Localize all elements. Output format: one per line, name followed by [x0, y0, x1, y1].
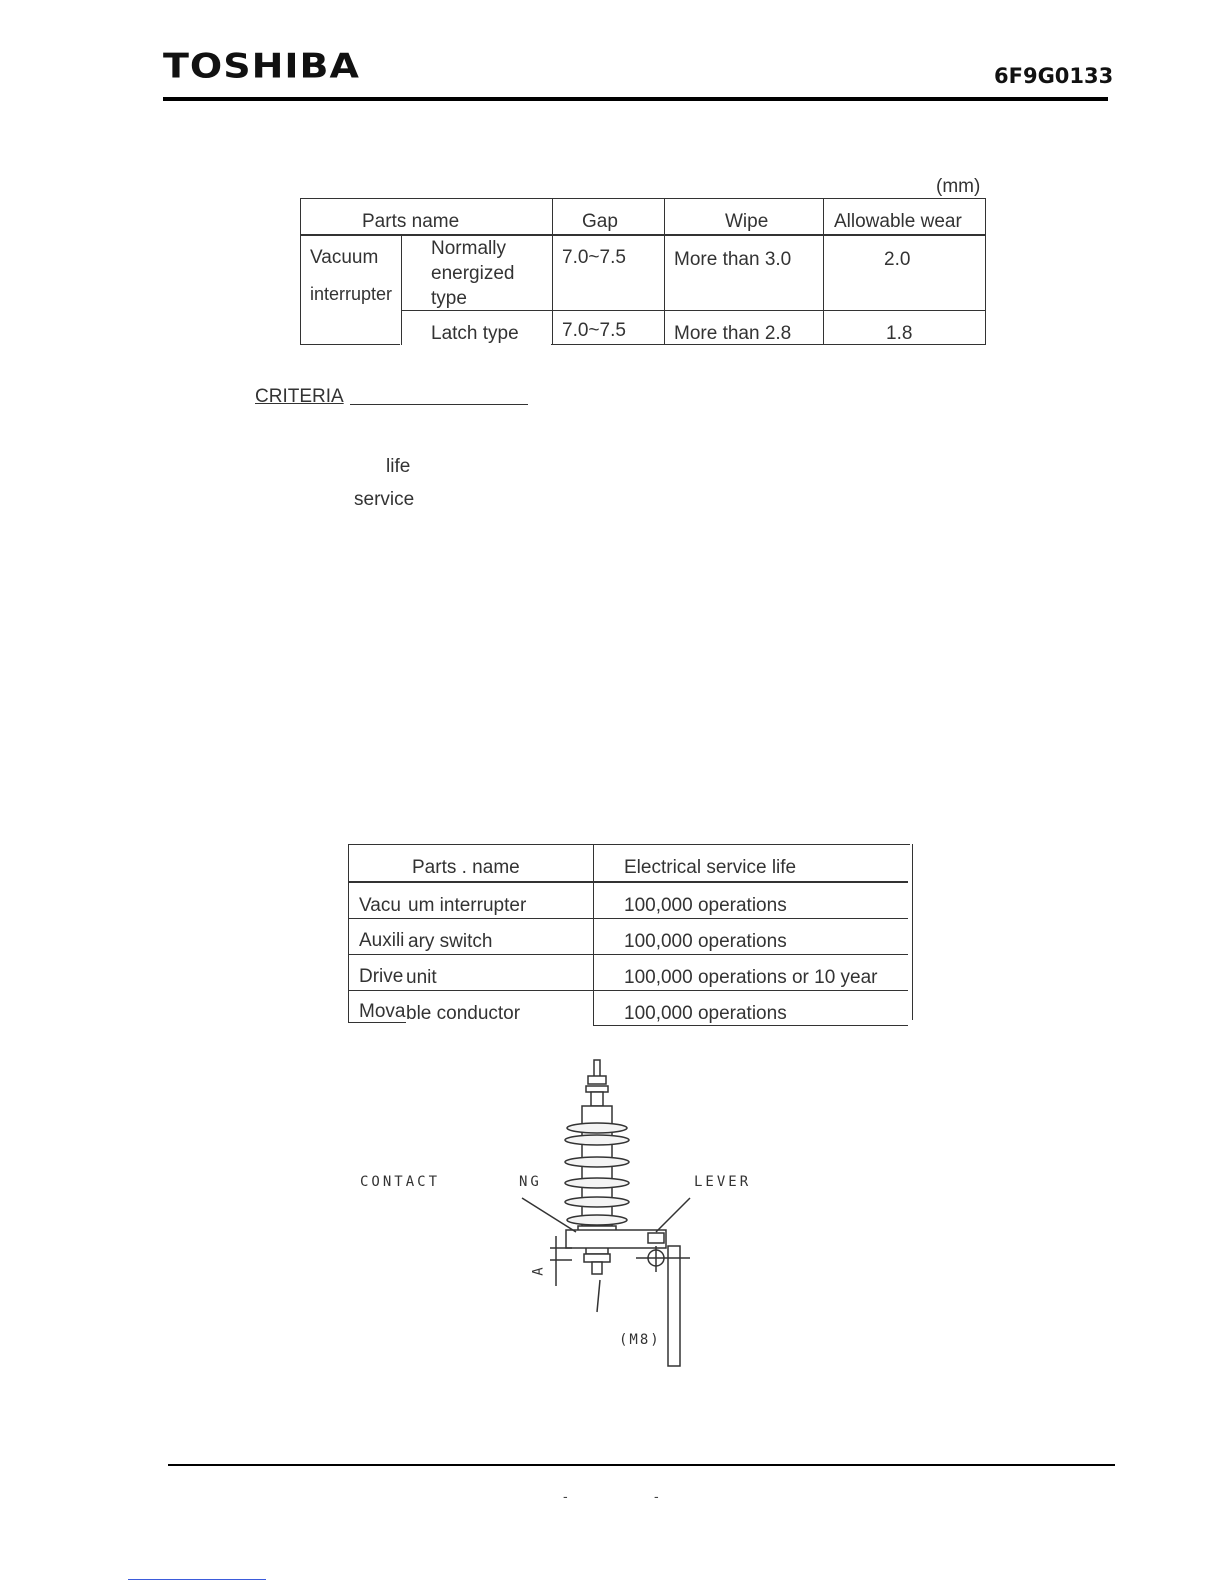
page-number-dash-left: -: [563, 1488, 568, 1504]
shed: [565, 1197, 629, 1207]
header-allowable-wear: Allowable wear: [834, 211, 962, 232]
row2-type: Latch type: [431, 323, 519, 344]
row1-part-a: Vacu: [359, 895, 401, 916]
table-border: [823, 198, 824, 345]
table-border: [300, 344, 400, 345]
header-rule: [163, 97, 1108, 101]
table1-unit: (mm): [936, 176, 981, 197]
row4-part-a: Mova: [359, 1001, 406, 1022]
shed: [567, 1215, 627, 1225]
row2-wipe: More than 2.8: [674, 323, 792, 344]
group-label-line2: interrupter: [310, 284, 393, 304]
row4-life: 100,000 operations: [624, 1003, 787, 1024]
table-border: [401, 310, 986, 311]
row2-wear: 1.8: [886, 323, 913, 344]
table-border: [348, 954, 908, 955]
toshiba-logo: TOSHIBA: [163, 46, 360, 86]
top-nut: [586, 1086, 608, 1092]
row1-wipe: More than 3.0: [674, 249, 792, 270]
gap-wipe-table: [300, 198, 986, 346]
table-border: [664, 198, 665, 345]
table-border: [300, 198, 986, 199]
table-border: [594, 1025, 908, 1026]
row1-wear: 2.0: [884, 249, 911, 270]
row2-part-a: Auxili: [359, 930, 405, 951]
lever-pin: [648, 1233, 664, 1243]
stem: [591, 1092, 603, 1106]
shed: [565, 1157, 629, 1167]
bolt-head: [592, 1262, 602, 1274]
shed: [565, 1135, 629, 1145]
spring-label: NG: [519, 1174, 542, 1190]
page-number-dash-right: -: [654, 1488, 659, 1504]
table-border: [300, 198, 301, 345]
document-number: 6F9G0133: [994, 64, 1114, 88]
bottom-link-underline: [128, 1579, 266, 1580]
table-border: [348, 844, 910, 845]
row3-part-b: unit: [406, 967, 437, 988]
criteria-heading: CRITERIA: [255, 386, 344, 407]
table-border: [348, 918, 908, 919]
text-fragment-service: service: [354, 489, 415, 510]
bolt-leader: [597, 1280, 600, 1312]
row4-part-b: ble conductor: [406, 1003, 521, 1024]
lever-label: LEVER: [694, 1174, 752, 1190]
row2-life: 100,000 operations: [624, 931, 787, 952]
dimension-a-label: A: [530, 1264, 547, 1276]
row1-part-b: um interrupter: [408, 895, 527, 916]
shed: [565, 1178, 629, 1188]
row1-type-line3: type: [431, 288, 467, 309]
table-border: [348, 844, 349, 1023]
text-fragment-life: life: [386, 456, 411, 477]
header-parts-name: Parts . name: [412, 857, 520, 878]
table-border: [593, 844, 594, 1026]
header-gap: Gap: [582, 211, 618, 232]
top-nut: [588, 1076, 606, 1084]
group-label-line1: Vacuum: [310, 247, 379, 268]
row3-part-a: Drive: [359, 966, 404, 987]
row2-gap: 7.0~7.5: [562, 320, 626, 341]
interrupter-drawing: [360, 1050, 780, 1380]
row1-type-line1: Normally: [431, 238, 506, 259]
row1-life: 100,000 operations: [624, 895, 787, 916]
row3-life: 100,000 operations or 10 year: [624, 967, 878, 988]
contact-label: CONTACT: [360, 1174, 441, 1190]
table-border: [912, 844, 913, 1020]
table-border: [985, 198, 986, 345]
bolt-size-label: (M8): [619, 1332, 661, 1348]
table-border: [300, 234, 986, 236]
header-wipe: Wipe: [725, 211, 769, 232]
vertical-link: [668, 1246, 680, 1366]
header-parts-name: Parts name: [362, 211, 460, 232]
header-electrical-service-life: Electrical service life: [624, 857, 797, 878]
table-border: [401, 235, 402, 345]
table-border: [348, 881, 908, 883]
row1-gap: 7.0~7.5: [562, 247, 626, 268]
service-life-table: [348, 844, 914, 1026]
table-border: [552, 198, 553, 345]
shed: [567, 1123, 627, 1133]
lever-leader: [656, 1198, 690, 1232]
row1-type-line2: energized: [431, 263, 515, 284]
footer-rule: [168, 1464, 1115, 1466]
vacuum-interrupter-diagram: [360, 1050, 780, 1380]
table-border: [348, 990, 908, 991]
criteria-underline: [350, 404, 528, 405]
nut: [584, 1254, 610, 1262]
row2-part-b: ary switch: [408, 931, 493, 952]
